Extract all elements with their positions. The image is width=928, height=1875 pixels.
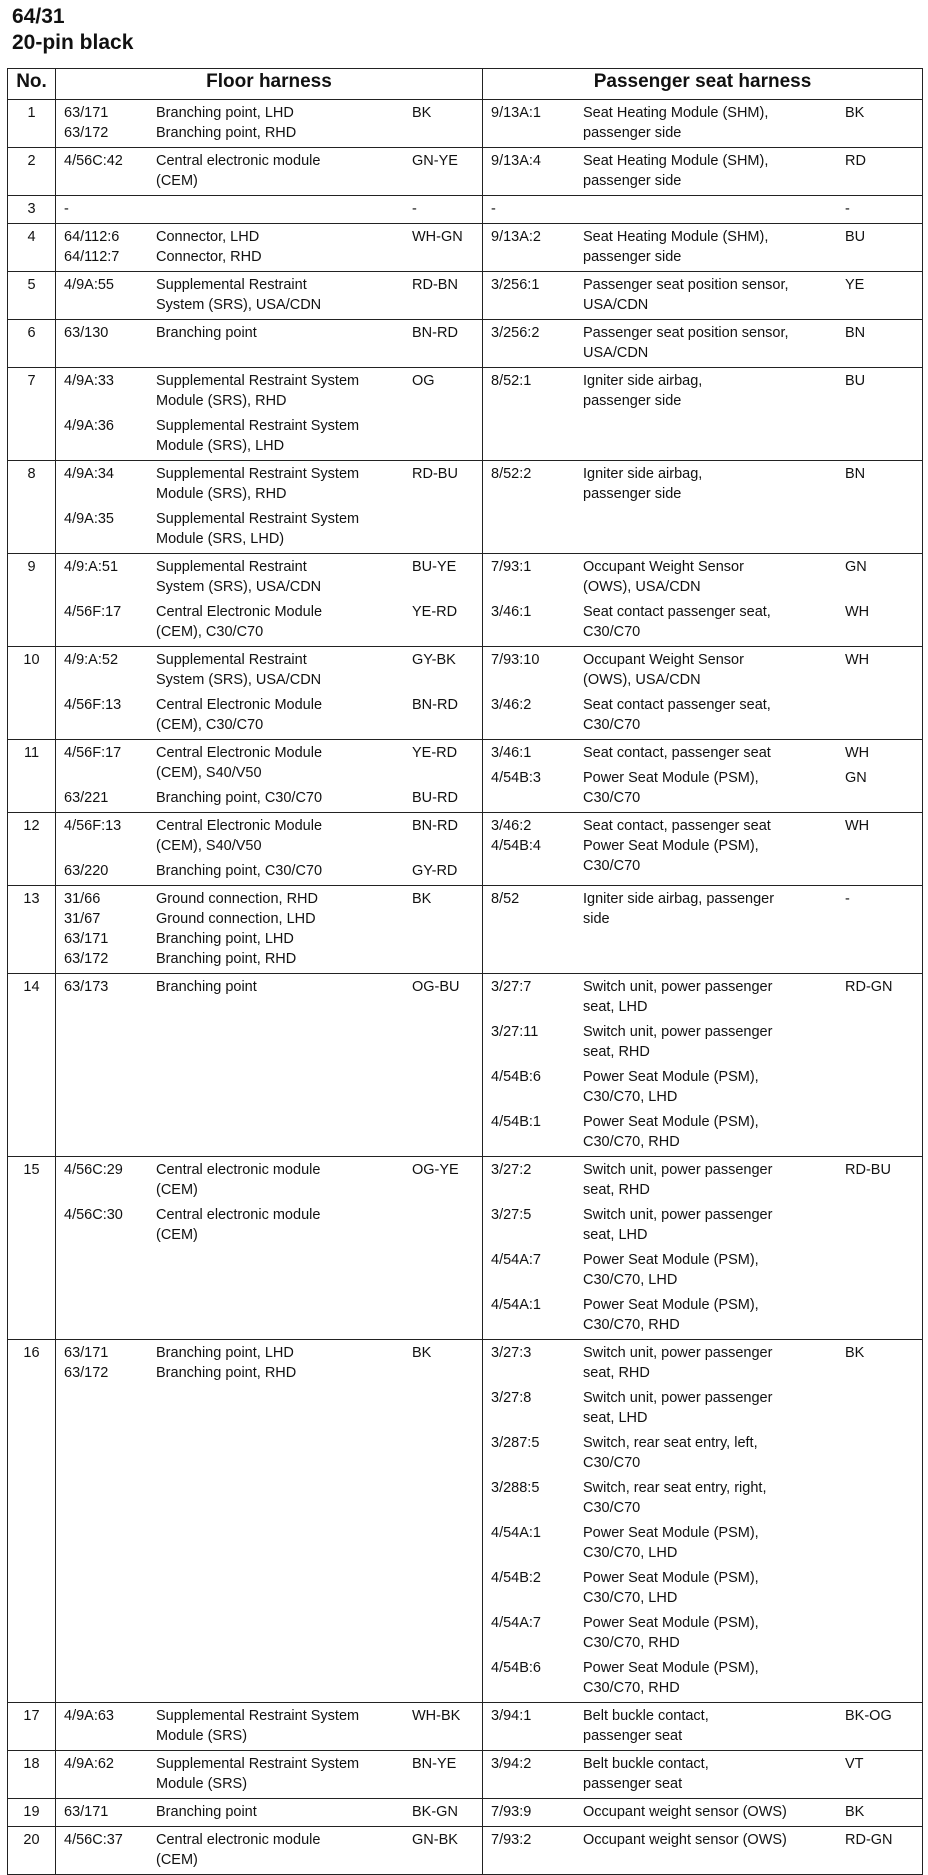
wire-color: RD-GN xyxy=(845,979,893,995)
connector-pin-id: 3/46:1 xyxy=(491,604,532,620)
connector-pin-id: - xyxy=(491,201,496,217)
header-no: No. xyxy=(8,69,56,100)
wire-color: BU-YE xyxy=(412,559,457,575)
connector-pin-id: 64/112:6 64/112:7 xyxy=(64,229,120,265)
wire-color: BU xyxy=(845,373,866,389)
wire-color: YE-RD xyxy=(412,604,458,620)
wire-color: OG xyxy=(412,373,435,389)
table-row xyxy=(8,461,923,554)
seat-harness-cell xyxy=(483,1827,923,1875)
connector-pin-id: 4/56F:17 xyxy=(64,604,122,620)
component-description: Branching point xyxy=(156,979,257,995)
wire-color: BN-RD xyxy=(412,818,458,834)
pin-number: 6 xyxy=(8,320,56,368)
table-row xyxy=(8,740,923,813)
connector-pin-id: 4/54A:1 xyxy=(491,1525,541,1541)
wire-color xyxy=(839,1388,910,1428)
component-description: Passenger seat position sensor, USA/CDN xyxy=(583,325,789,361)
table-row xyxy=(8,813,923,886)
table-row xyxy=(8,368,923,461)
connector-pin-id: 63/171 63/172 xyxy=(64,1345,109,1381)
floor-harness-cell xyxy=(56,1751,483,1799)
connector-pin-id: 7/93:9 xyxy=(491,1804,532,1820)
connector-pin-id: 9/13A:4 xyxy=(491,153,541,169)
wire-color: BK-OG xyxy=(845,1708,892,1724)
table-row xyxy=(8,196,923,224)
wire-color: OG-YE xyxy=(412,1162,459,1178)
seat-harness-cell xyxy=(483,554,923,647)
wire-color: VT xyxy=(845,1756,864,1772)
connector-pin-id: 9/13A:2 xyxy=(491,229,541,245)
table-row xyxy=(8,1340,923,1703)
floor-harness-cell xyxy=(56,1799,483,1827)
table-row xyxy=(8,886,923,974)
floor-harness-cell xyxy=(56,1157,483,1340)
component-description: Seat contact, passenger seat Power Seat Module (PSM), C30/C70 xyxy=(583,818,771,874)
connector-pin-id: 63/221 xyxy=(64,790,109,806)
component-description: Seat Heating Module (SHM), passenger side xyxy=(583,105,769,141)
connector-pin-id: 3/46:2 xyxy=(491,697,532,713)
seat-harness-cell xyxy=(483,1157,923,1340)
connector-pin-id: 63/130 xyxy=(64,325,109,341)
pin-number: 15 xyxy=(8,1157,56,1340)
component-description: Central electronic module (CEM) xyxy=(156,1162,321,1198)
component-description: Supplemental Restraint System Module (SRS), RHD xyxy=(156,466,360,502)
connector-pin-id: 4/9A:62 xyxy=(64,1756,114,1772)
component-description: Power Seat Module (PSM), C30/C70, LHD xyxy=(583,1525,759,1561)
wire-color: RD-BU xyxy=(845,1162,891,1178)
seat-harness-cell xyxy=(483,740,923,813)
wire-color: BU-RD xyxy=(412,790,458,806)
wire-color xyxy=(839,695,910,735)
wire-color xyxy=(839,1433,910,1473)
pin-number: 11 xyxy=(8,740,56,813)
wire-color: - xyxy=(845,201,850,217)
table-row xyxy=(8,974,923,1157)
wire-color: BK xyxy=(412,105,432,121)
wire-color xyxy=(839,1205,910,1245)
wire-color: BN xyxy=(845,466,866,482)
wire-color: RD-BN xyxy=(412,277,458,293)
component-description: Connector, LHD Connector, RHD xyxy=(156,229,262,265)
wire-color xyxy=(839,1523,910,1563)
component-description: Igniter side airbag, passenger side xyxy=(583,373,703,409)
component-description: Branching point xyxy=(156,1804,257,1820)
connector-pin-id: 63/220 xyxy=(64,863,109,879)
connector-pin-id: 8/52:2 xyxy=(491,466,532,482)
connector-pin-id: 4/54B:1 xyxy=(491,1114,541,1130)
connector-pin-id: 7/93:2 xyxy=(491,1832,532,1848)
table-row xyxy=(8,224,923,272)
connector-pin-id: 4/9A:34 xyxy=(64,466,114,482)
connector-pin-id: 4/9A:33 xyxy=(64,373,114,389)
wire-color: GN xyxy=(845,770,867,786)
component-description: Branching point, LHD Branching point, RHD xyxy=(156,105,297,141)
connector-pin-id: 7/93:10 xyxy=(491,652,540,668)
seat-harness-cell xyxy=(483,461,923,554)
floor-harness-cell xyxy=(56,647,483,740)
wire-color xyxy=(839,1658,910,1698)
connector-title: 64/31 xyxy=(12,5,65,28)
seat-harness-cell xyxy=(483,813,923,886)
wire-color xyxy=(406,1205,477,1245)
component-description: Passenger seat position sensor, USA/CDN xyxy=(583,277,789,313)
component-description: Seat contact passenger seat, C30/C70 xyxy=(583,697,771,733)
floor-harness-cell xyxy=(56,740,483,813)
component-description: Power Seat Module (PSM), C30/C70, LHD xyxy=(583,1570,759,1606)
component-description: Switch unit, power passenger seat, LHD xyxy=(583,979,773,1015)
component-description: Supplemental Restraint System Module (SRS), LHD xyxy=(156,418,360,454)
component-description: Seat Heating Module (SHM), passenger side xyxy=(583,153,769,189)
pin-number: 10 xyxy=(8,647,56,740)
wire-color: GN-BK xyxy=(412,1832,458,1848)
component-description: Switch unit, power passenger seat, RHD xyxy=(583,1024,773,1060)
component-description: Igniter side airbag, passenger side xyxy=(583,891,775,927)
table-row xyxy=(8,1827,923,1875)
wire-color: WH-GN xyxy=(412,229,463,245)
component-description xyxy=(583,199,839,219)
wire-color: WH-BK xyxy=(412,1708,461,1724)
component-description: Central Electronic Module (CEM), S40/V50 xyxy=(156,818,323,854)
seat-harness-cell xyxy=(483,224,923,272)
component-description: Supplemental Restraint System Module (SRS) xyxy=(156,1756,360,1792)
floor-harness-cell xyxy=(56,554,483,647)
connector-subtitle: 20-pin black xyxy=(12,31,134,54)
floor-harness-cell xyxy=(56,100,483,148)
pin-number: 7 xyxy=(8,368,56,461)
floor-harness-cell xyxy=(56,368,483,461)
connector-pin-id: 4/54A:7 xyxy=(491,1252,541,1268)
seat-harness-cell xyxy=(483,320,923,368)
component-description: Seat contact, passenger seat xyxy=(583,745,771,761)
pin-number: 9 xyxy=(8,554,56,647)
component-description: Occupant Weight Sensor (OWS), USA/CDN xyxy=(583,652,744,688)
pin-number: 16 xyxy=(8,1340,56,1703)
wire-color: BK xyxy=(412,891,432,907)
floor-harness-cell xyxy=(56,1340,483,1703)
pin-number: 12 xyxy=(8,813,56,886)
seat-harness-cell xyxy=(483,647,923,740)
wire-color: RD-GN xyxy=(845,1832,893,1848)
floor-harness-cell xyxy=(56,1703,483,1751)
connector-pin-id: 31/66 31/67 63/171 63/172 xyxy=(64,891,109,967)
table-row xyxy=(8,1157,923,1340)
component-description: Belt buckle contact, passenger seat xyxy=(583,1756,709,1792)
component-description: Central Electronic Module (CEM), C30/C70 xyxy=(156,604,323,640)
table-row xyxy=(8,272,923,320)
component-description: Supplemental Restraint System Module (SRS, LHD) xyxy=(156,511,360,547)
floor-harness-cell xyxy=(56,813,483,886)
pin-number: 13 xyxy=(8,886,56,974)
connector-pin-id: 4/56F:13 xyxy=(64,697,122,713)
connector-pin-id: - xyxy=(64,201,69,217)
connector-pin-id: 63/173 xyxy=(64,979,109,995)
component-description: Central electronic module (CEM) xyxy=(156,153,321,189)
seat-harness-cell xyxy=(483,196,923,224)
floor-harness-cell xyxy=(56,974,483,1157)
component-description: Seat contact passenger seat, C30/C70 xyxy=(583,604,771,640)
pin-number: 19 xyxy=(8,1799,56,1827)
connector-pin-id: 9/13A:1 xyxy=(491,105,541,121)
component-description: Occupant weight sensor (OWS) xyxy=(583,1832,787,1848)
connector-pin-id: 3/94:2 xyxy=(491,1756,532,1772)
connector-pin-id: 3/46:1 xyxy=(491,745,532,761)
wire-color: BK xyxy=(845,1345,865,1361)
connector-pin-id: 4/56F:17 xyxy=(64,745,122,761)
wire-color: RD-BU xyxy=(412,466,458,482)
wire-color xyxy=(839,1568,910,1608)
connector-pin-id: 3/27:8 xyxy=(491,1390,532,1406)
table-row xyxy=(8,148,923,196)
connector-pin-id: 63/171 63/172 xyxy=(64,105,109,141)
pin-number: 18 xyxy=(8,1751,56,1799)
pin-number: 17 xyxy=(8,1703,56,1751)
component-description: Power Seat Module (PSM), C30/C70, RHD xyxy=(583,1297,759,1333)
connector-pin-id: 8/52:1 xyxy=(491,373,532,389)
component-description: Supplemental Restraint System Module (SRS), RHD xyxy=(156,373,360,409)
wire-color xyxy=(839,1478,910,1518)
connector-pin-id: 4/54B:6 xyxy=(491,1069,541,1085)
wire-color: YE xyxy=(845,277,865,293)
connector-pin-id: 4/9:A:51 xyxy=(64,559,119,575)
component-description: Switch unit, power passenger seat, LHD xyxy=(583,1207,773,1243)
component-description: Occupant Weight Sensor (OWS), USA/CDN xyxy=(583,559,744,595)
wire-color: GN-YE xyxy=(412,153,458,169)
component-description: Supplemental Restraint System (SRS), USA/CDN xyxy=(156,652,322,688)
connector-pin-id: 3/94:1 xyxy=(491,1708,532,1724)
floor-harness-cell xyxy=(56,461,483,554)
seat-harness-cell xyxy=(483,1751,923,1799)
wire-color: - xyxy=(845,891,850,907)
component-description: Central electronic module (CEM) xyxy=(156,1207,321,1243)
wire-color xyxy=(406,509,477,549)
wire-color xyxy=(839,1022,910,1062)
wire-color: WH xyxy=(845,604,870,620)
header-floor-harness: Floor harness xyxy=(56,69,483,100)
connector-pin-id: 4/54A:7 xyxy=(491,1615,541,1631)
connector-pin-id: 3/46:2 4/54B:4 xyxy=(491,818,541,854)
wire-color: WH xyxy=(845,652,870,668)
component-description: Switch, rear seat entry, left, C30/C70 xyxy=(583,1435,758,1471)
table-row xyxy=(8,320,923,368)
wire-color: RD xyxy=(845,153,866,169)
connector-pin-id: 4/56C:30 xyxy=(64,1207,123,1223)
connector-pin-id: 7/93:1 xyxy=(491,559,532,575)
component-description: Igniter side airbag, passenger side xyxy=(583,466,703,502)
table-row xyxy=(8,647,923,740)
floor-harness-cell xyxy=(56,1827,483,1875)
pin-table xyxy=(7,68,923,1875)
seat-harness-cell xyxy=(483,1799,923,1827)
component-description: Occupant weight sensor (OWS) xyxy=(583,1804,787,1820)
floor-harness-cell xyxy=(56,148,483,196)
component-description: Power Seat Module (PSM), C30/C70 xyxy=(583,770,759,806)
floor-harness-cell xyxy=(56,224,483,272)
wire-color: BU xyxy=(845,229,866,245)
connector-pin-id: 3/27:5 xyxy=(491,1207,532,1223)
connector-pin-id: 4/54B:2 xyxy=(491,1570,541,1586)
connector-pin-id: 3/287:5 xyxy=(491,1435,540,1451)
wire-color xyxy=(839,1067,910,1107)
component-description: Switch unit, power passenger seat, LHD xyxy=(583,1390,773,1426)
pin-number: 14 xyxy=(8,974,56,1157)
connector-pin-id: 4/9A:63 xyxy=(64,1708,114,1724)
connector-pin-id: 4/9A:55 xyxy=(64,277,114,293)
component-description: Power Seat Module (PSM), C30/C70, RHD xyxy=(583,1615,759,1651)
component-description: Switch unit, power passenger seat, RHD xyxy=(583,1345,773,1381)
pin-number: 20 xyxy=(8,1827,56,1875)
wire-color: BK xyxy=(845,1804,865,1820)
wire-color xyxy=(406,416,477,456)
connector-pin-id: 3/256:2 xyxy=(491,325,540,341)
connector-pin-id: 3/256:1 xyxy=(491,277,540,293)
component-description: Central electronic module (CEM) xyxy=(156,1832,321,1868)
seat-harness-cell xyxy=(483,272,923,320)
wire-color: WH xyxy=(845,818,870,834)
seat-harness-cell xyxy=(483,148,923,196)
pin-number: 8 xyxy=(8,461,56,554)
wire-color: GY-BK xyxy=(412,652,456,668)
component-description: Supplemental Restraint System (SRS), USA/CDN xyxy=(156,277,322,313)
connector-pin-id: 4/9A:35 xyxy=(64,511,114,527)
component-description xyxy=(156,199,406,219)
connector-pin-id: 4/54B:3 xyxy=(491,770,541,786)
component-description: Branching point, LHD Branching point, RHD xyxy=(156,1345,297,1381)
connector-pin-id: 4/9:A:52 xyxy=(64,652,119,668)
connector-pin-id: 4/56C:37 xyxy=(64,1832,123,1848)
wire-color: BK-GN xyxy=(412,1804,458,1820)
wire-color: BN-YE xyxy=(412,1756,457,1772)
pin-number: 4 xyxy=(8,224,56,272)
floor-harness-cell xyxy=(56,272,483,320)
floor-harness-cell xyxy=(56,196,483,224)
floor-harness-cell xyxy=(56,320,483,368)
wire-color: OG-BU xyxy=(412,979,460,995)
component-description: Central Electronic Module (CEM), C30/C70 xyxy=(156,697,323,733)
connector-pin-id: 3/27:3 xyxy=(491,1345,532,1361)
component-description: Branching point xyxy=(156,325,257,341)
floor-harness-cell xyxy=(56,886,483,974)
seat-harness-cell xyxy=(483,100,923,148)
component-description: Seat Heating Module (SHM), passenger side xyxy=(583,229,769,265)
pin-number: 2 xyxy=(8,148,56,196)
pin-number: 3 xyxy=(8,196,56,224)
seat-harness-cell xyxy=(483,368,923,461)
wire-color: BK xyxy=(845,105,865,121)
seat-harness-cell xyxy=(483,1340,923,1703)
component-description: Switch, rear seat entry, right, C30/C70 xyxy=(583,1480,767,1516)
wire-color xyxy=(839,1295,910,1335)
table-row xyxy=(8,1799,923,1827)
table-row xyxy=(8,1751,923,1799)
wire-color xyxy=(839,1250,910,1290)
component-description: Power Seat Module (PSM), C30/C70, LHD xyxy=(583,1069,759,1105)
component-description: Ground connection, RHD Ground connection, LHD Branching point, LHD Branching point, RHD xyxy=(156,891,318,967)
wire-color: GN xyxy=(845,559,867,575)
connector-pin-id: 4/56F:13 xyxy=(64,818,122,834)
wire-color: WH xyxy=(845,745,870,761)
wire-color: BN-RD xyxy=(412,325,458,341)
component-description: Power Seat Module (PSM), C30/C70, RHD xyxy=(583,1114,759,1150)
connector-pin-id: 4/56C:29 xyxy=(64,1162,123,1178)
table-header-row xyxy=(8,69,923,100)
connector-pin-id: 4/54B:6 xyxy=(491,1660,541,1676)
wire-color: YE-RD xyxy=(412,745,458,761)
component-description: Central Electronic Module (CEM), S40/V50 xyxy=(156,745,323,781)
connector-pin-id: 63/171 xyxy=(64,1804,109,1820)
table-row xyxy=(8,100,923,148)
component-description: Switch unit, power passenger seat, RHD xyxy=(583,1162,773,1198)
table-row xyxy=(8,554,923,647)
wire-color xyxy=(839,1112,910,1152)
pin-number: 1 xyxy=(8,100,56,148)
header-seat-harness: Passenger seat harness xyxy=(483,69,923,100)
component-description: Supplemental Restraint System Module (SRS) xyxy=(156,1708,360,1744)
table-row xyxy=(8,1703,923,1751)
connector-pin-id: 4/56C:42 xyxy=(64,153,123,169)
wire-color xyxy=(839,1613,910,1653)
wire-color: BK xyxy=(412,1345,432,1361)
connector-pin-id: 3/27:7 xyxy=(491,979,532,995)
seat-harness-cell xyxy=(483,886,923,974)
component-description: Power Seat Module (PSM), C30/C70, LHD xyxy=(583,1252,759,1288)
connector-pin-id: 4/54A:1 xyxy=(491,1297,541,1313)
component-description: Power Seat Module (PSM), C30/C70, RHD xyxy=(583,1660,759,1696)
wire-color: BN-RD xyxy=(412,697,458,713)
connector-pin-id: 4/9A:36 xyxy=(64,418,114,434)
connector-pin-id: 8/52 xyxy=(491,891,520,907)
pin-number: 5 xyxy=(8,272,56,320)
component-description: Belt buckle contact, passenger seat xyxy=(583,1708,709,1744)
component-description: Supplemental Restraint System (SRS), USA/CDN xyxy=(156,559,322,595)
connector-pin-id: 3/27:2 xyxy=(491,1162,532,1178)
wire-color: - xyxy=(412,201,417,217)
wire-color: BN xyxy=(845,325,866,341)
seat-harness-cell xyxy=(483,974,923,1157)
connector-pin-id: 3/27:11 xyxy=(491,1024,539,1040)
connector-pin-id: 3/288:5 xyxy=(491,1480,540,1496)
wire-color: GY-RD xyxy=(412,863,458,879)
component-description: Branching point, C30/C70 xyxy=(156,863,323,879)
component-description: Branching point, C30/C70 xyxy=(156,790,323,806)
seat-harness-cell xyxy=(483,1703,923,1751)
